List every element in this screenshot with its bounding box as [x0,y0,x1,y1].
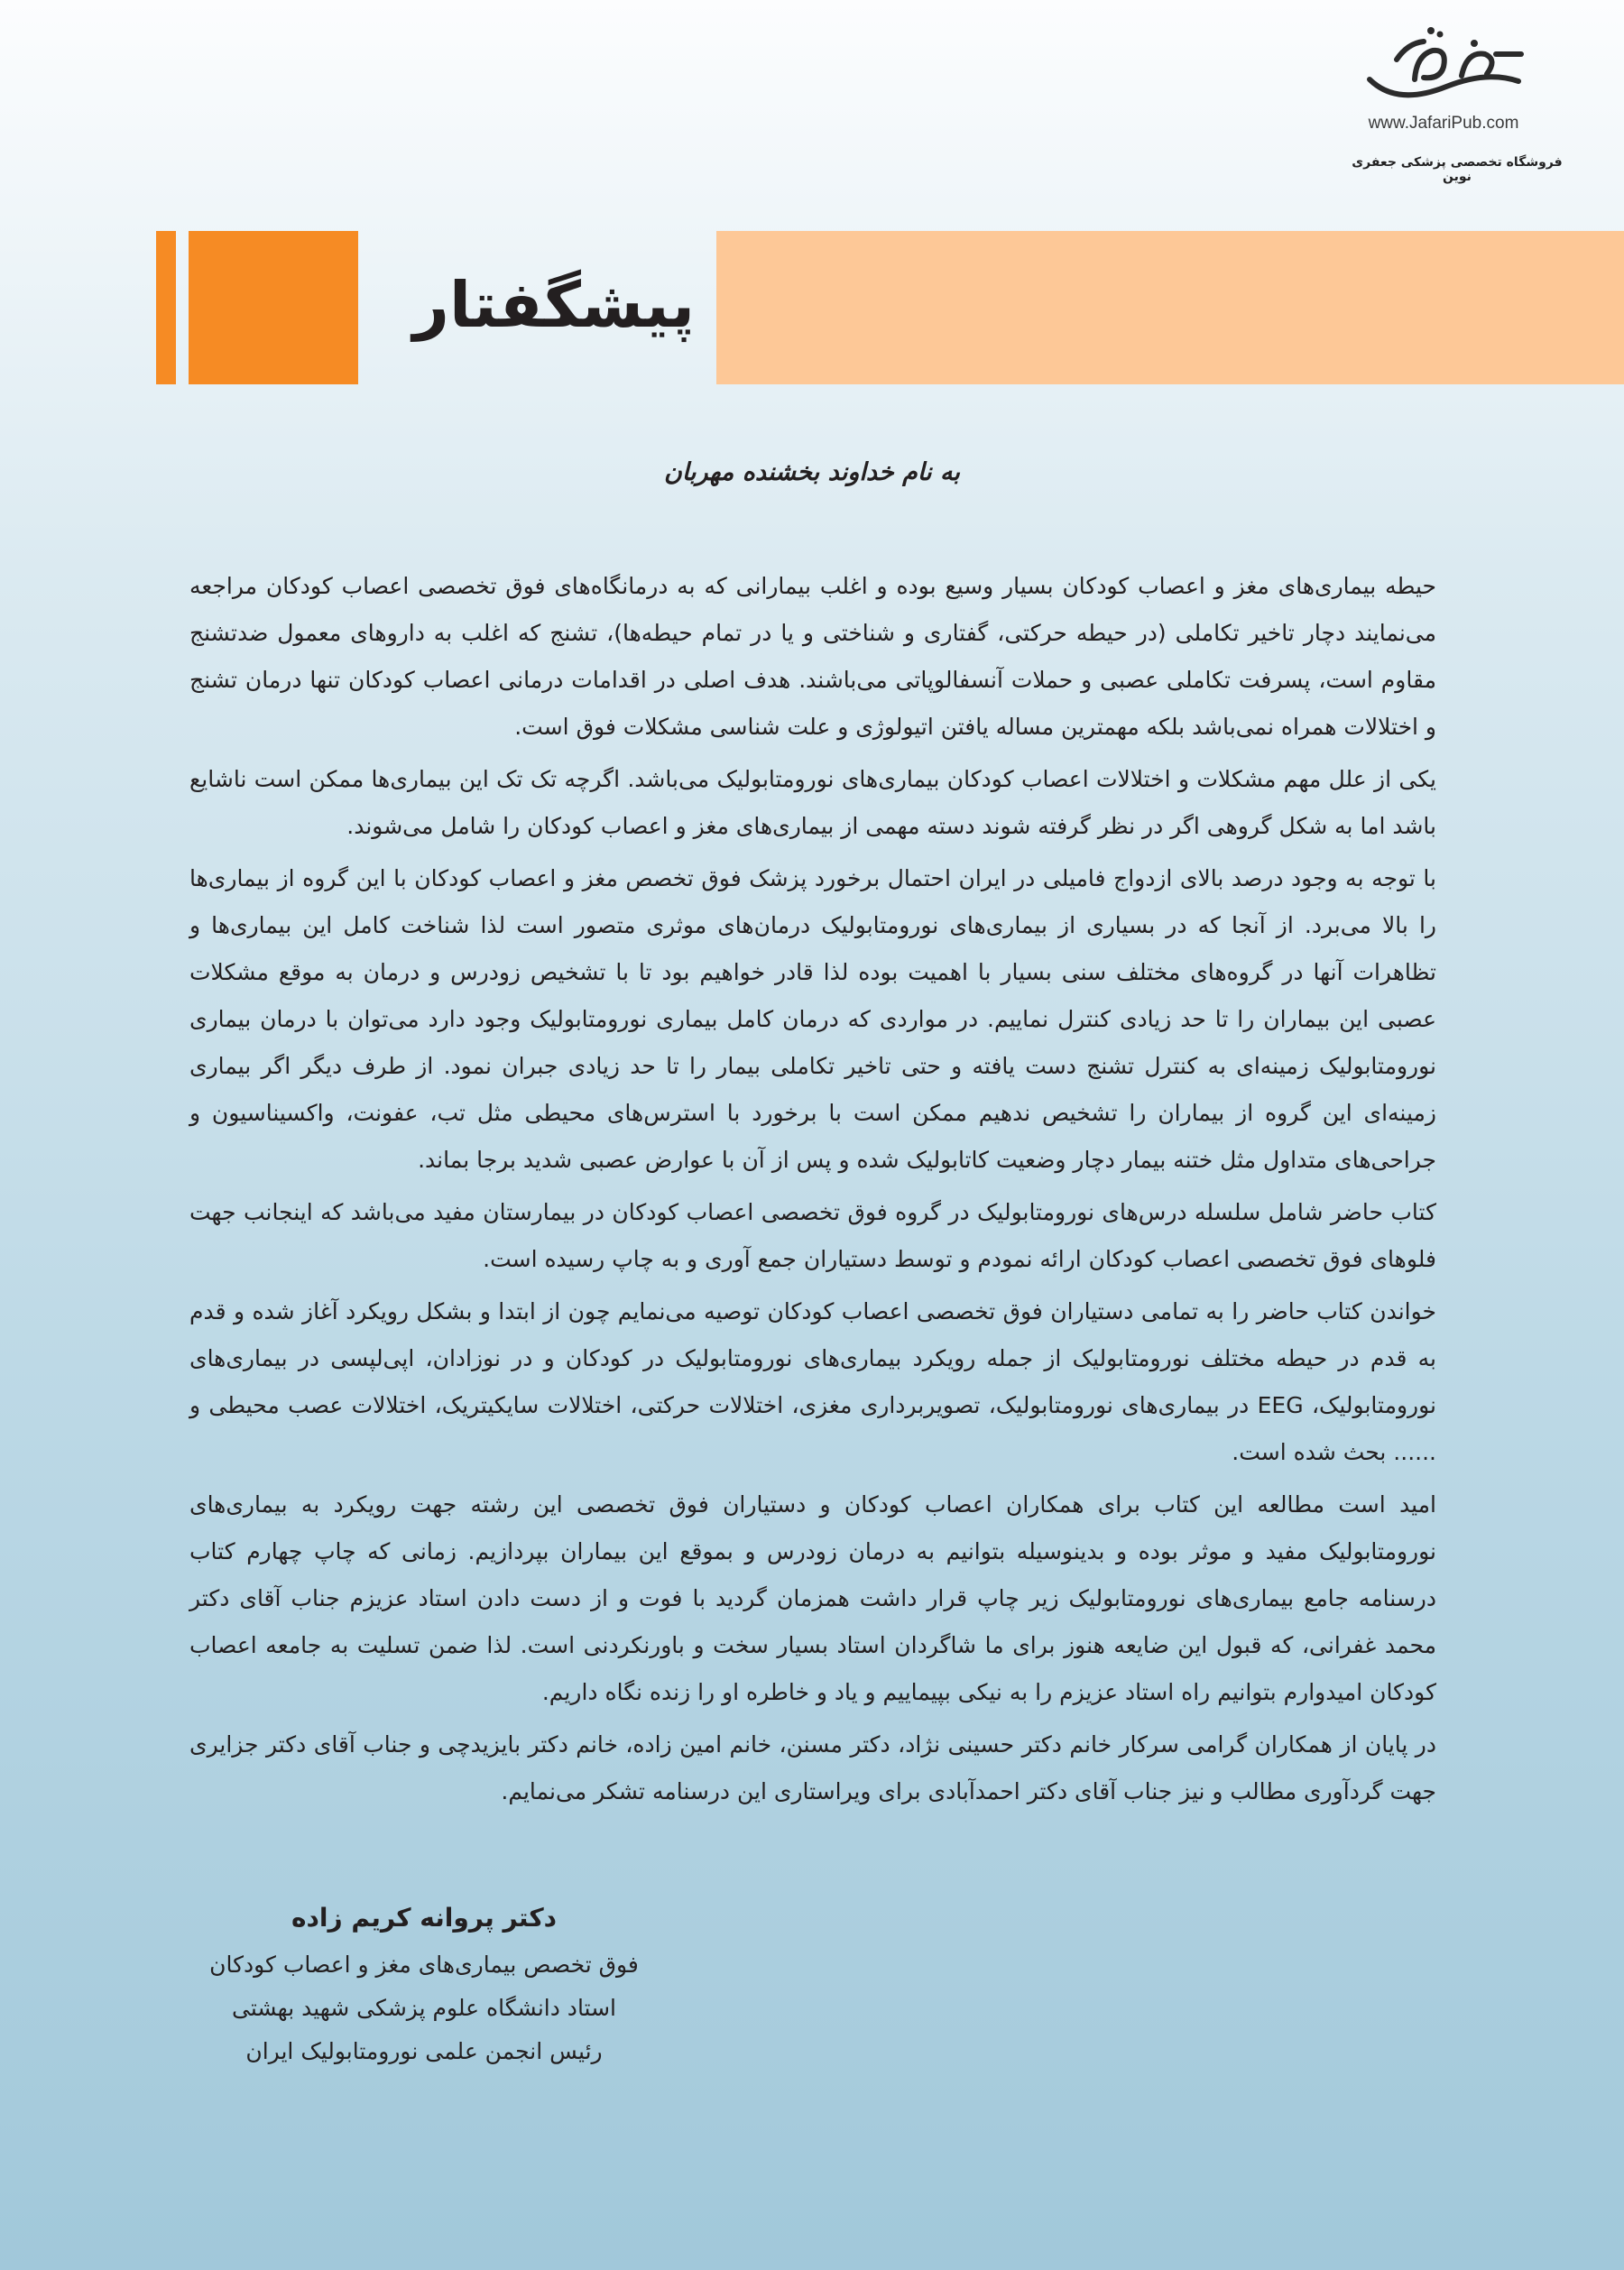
header-orange-stripe [156,231,176,384]
author-title-line: استاد دانشگاه علوم پزشکی شهید بهشتی [231,1995,616,2021]
paragraph: کتاب حاضر شامل سلسله درس‌های نورومتابولیک در گروه فوق تخصصی اعصاب کودکان در بیمارستان مفید می‌باشد که اینجانب جهت فلوهای فوق تخصصی اعصاب کودکان ارائه نمودم و توسط دستیاران جمع آوری و به چاپ رسیده است. [189,1199,1436,1272]
page-title: پیشگفتار [412,268,695,342]
header-peach-bar [716,231,1624,384]
preface-body [189,563,1436,1821]
paragraph: با توجه به وجود درصد بالای ازدواج فامیلی در ایران احتمال برخورد پزشک فوق تخصص مغز و اعصاب کودکان با این گروه از بیماری‌ها را بالا می‌برد. از آنجا که در بسیاری از بیماری‌های نورومتابولیک درمان‌های موثری متصور است لذا شناخت کامل این بیماری‌ها و تظاهرات آنها در گروه‌های مختلف سنی بسیار با اهمیت بوده لذا قادر خواهیم بود تا با تشخیص زودرس و درمان به موقع مشکلات عصبی این بیماران را تا حد زیادی کنترل نماییم. در مواردی که درمان کامل بیماری نورومتابولیک وجود دارد می‌توان با درمان بیماری نورومتابولیک زمینه‌ای به کنترل تشنج دست یافته و حتی تاخیر تکاملی بیمار را تا حد زیادی جبران نمود. از طرف دیگر اگر بیماری زمینه‌ای این گروه از بیماران را تشخیص ندهیم ممکن است با برخورد با استرس‌های محیطی مثل تب، عفونت، واکسیناسیون و جراحی‌های متداول مثل ختنه بیمار دچار وضعیت کاتابولیک شده و پس از آن با عوارض عصبی شدید برجا بماند. [189,865,1436,1173]
paragraph: در پایان از همکاران گرامی سرکار خانم دکتر حسینی نژاد، دکتر مسنن، خانم امین زاده، خانم دکتر بایزیدچی و جناب آقای دکتر جزایری جهت گردآوری مطالب و نیز جناب آقای دکتر احمدآبادی برای ویراستاری این درسنامه تشکر می‌نمایم. [189,1731,1436,1804]
logo-caption: فروشگاه تخصصی پزشکی جعفری نوین [1352,155,1563,184]
publisher-logo [1335,23,1597,184]
author-name: دکتر پروانه کریم زاده [291,1903,557,1933]
author-title-line: رئیس انجمن علمی نورومتابولیک ایران [245,2038,603,2064]
author-title-line: فوق تخصص بیماری‌های مغز و اعصاب کودکان [209,1952,639,1978]
paragraph: یکی از علل مهم مشکلات و اختلالات اعصاب کودکان بیماری‌های نورومتابولیک می‌باشد. اگرچه تک تک این بیماری‌ها ممکن است ناشایع باشد اما به شکل گروهی اگر در نظر گرفته شوند دسته مهمی از بیماری‌های مغز و اعصاب کودکان را شامل می‌شوند. [189,766,1436,839]
header-orange-block [189,231,358,384]
paragraph: حیطه بیماری‌های مغز و اعصاب کودکان بسیار وسیع بوده و اغلب بیمارانی که به درمانگاه‌های فوق تخصصی اعصاب کودکان مراجعه می‌نمایند دچار تاخیر تکاملی (در حیطه حرکتی، گفتاری و شناختی و یا در تمام حیطه‌ها)، تشنج که اغلب به داروهای معمول ضدتشنج مقاوم است، پسرفت تکاملی عصبی و حملات آنسفالوپاتی می‌باشند. هدف اصلی در اقدامات درمانی اعصاب کودکان تنها درمان تشنج و اختلالات همراه نمی‌باشد بلکه مهمترین مساله یافتن اتیولوژی و علت شناسی مشکلات فوق است. [189,573,1436,740]
logo-url-text: www.JafariPub.com [1368,114,1519,133]
paragraph: امید است مطالعه این کتاب برای همکاران اعصاب کودکان و دستیاران فوق تخصصی این رشته جهت رویکرد به بیماری‌های نورومتابولیک مفید و موثر بوده و بدینوسیله بتوانیم به درمان زودرس و بموقع این بیماران بپردازیم. زمانی که چاپ چهارم کتاب درسنامه جامع بیماری‌های نورومتابولیک زیر چاپ قرار داشت همزمان گردید با فوت و از دست دادن استاد عزیزم جناب آقای دکتر محمد غفرانی، که قبول این ضایعه هنوز برای ما شاگردان استاد بسیار سخت و باورنکردنی است. لذا ضمن تسلیت به جامعه اعصاب کودکان امیدوارم بتوانیم راه استاد عزیزم را به نیکی بپیماییم و یاد و خاطره او را زنده نگاه داریم. [189,1491,1436,1705]
basmala-heading: به نام خداوند بخشنده مهربان [663,458,960,486]
author-signature [176,1893,672,2073]
paragraph: خواندن کتاب حاضر را به تمامی دستیاران فوق تخصصی اعصاب کودکان توصیه می‌نمایم چون از ابتدا و بشکل رویکرد آغاز شده و قدم به قدم در حیطه مختلف نورومتابولیک از جمله رویکرد بیماری‌های نورومتابولیک در کودکان و در نوزادان، اپی‌لپسی در بیماری‌های نورومتابولیک، EEG در بیماری‌های نورومتابولیک، تصویربرداری مغزی، اختلالات حرکتی، اختلالات سایکیتریک، اختلالات عصب محیطی و ...... بحث شده است. [189,1298,1436,1465]
calligraphy-logo-icon [1361,23,1532,114]
